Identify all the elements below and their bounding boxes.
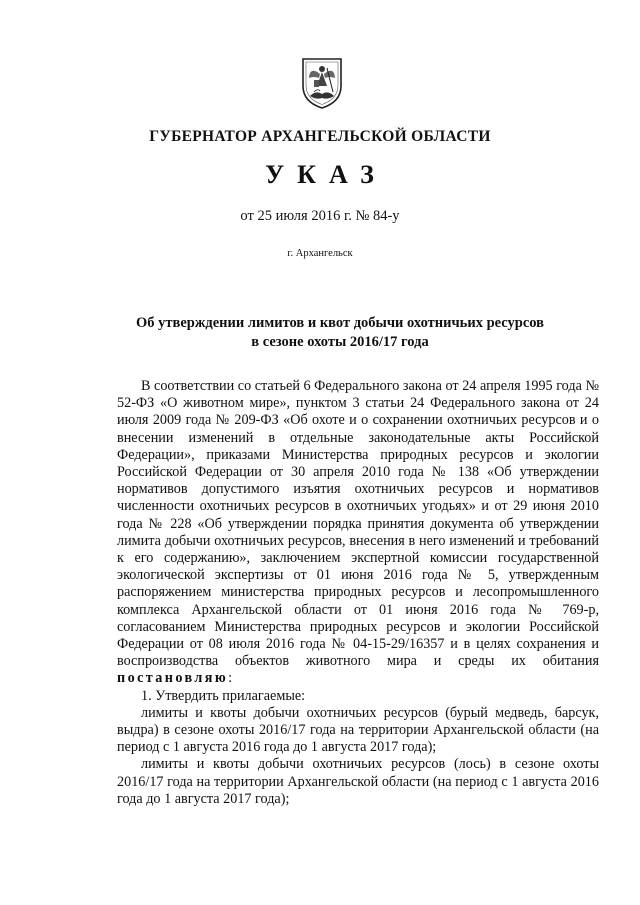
preamble-text: В соответствии со статьей 6 Федерального закона от 24 апреля 1995 года № 52-ФЗ «О животном мире», пунктом 3 статьи 24 Федерального закона от 24 июля 2009 года № 209-ФЗ «Об охоте и о сохранении охотничьих ресурсов и о внесении изменений в отдельные законодательные акты Российской Федерации», приказами Министерства природных ресурсов и экологии Российской Федерации от 30 апреля 2010 года № 138 «Об утверждении нормативов допустимого изъятия охотничьих ресурсов и нормативов численности охотничьих ресурсов в охотничьих угодьях» и от 29 июня 2010 года № 228 «Об утверждении порядка принятия документа об утверждении лимита добычи охотничьих ресурсов, внесения в него изменений и требований к его содержанию», заключением экспертной комиссии государственной экологической экспертизы от 01 июня 2016 года № 5, утвержденным распоряжением министерства природных ресурсов и лесопромышленного комплекса Архангельской области от 01 июня 2016 года № 769-р, согласованием Министерства природных ресурсов и экологии Российской Федерации от 08 июля 2016 года № 04-15-29/16357 и в целях сохранения и воспроизводства объектов животного мира и среды их обитания xyxy=(117,378,599,670)
decree-suffix: : xyxy=(228,670,233,687)
coat-of-arms-icon xyxy=(300,56,344,110)
document-type: УКАЗ xyxy=(265,160,387,189)
item-1: 1. Утвердить прилагаемые: xyxy=(141,687,306,704)
document-title-line-1: Об утверждении лимитов и квот добычи охотничьих ресурсов xyxy=(136,315,544,331)
document-date-number: от 25 июля 2016 г. № 84-у xyxy=(240,208,400,224)
document-title-line-2: в сезоне охоты 2016/17 года xyxy=(251,334,429,350)
document-city: г. Архангельск xyxy=(287,248,353,259)
decree-word: постановляю xyxy=(117,670,229,687)
preamble-paragraph xyxy=(117,378,599,688)
item-1-a: лимиты и квоты добычи охотничьих ресурсов (бурый медведь, барсук, выдра) в сезоне охоты 2016/17 года на территории Архангельской области (на период с 1 августа 2016 года до 1 августа 2017 года); xyxy=(117,704,599,756)
document-body xyxy=(117,378,599,808)
item-1-b: лимиты и квоты добычи охотничьих ресурсов (лось) в сезоне охоты 2016/17 года на территории Архангельской области (на период с 1 августа 2016 года до 1 августа 2017 года); xyxy=(117,756,599,807)
document-title xyxy=(0,314,640,352)
authority-name: ГУБЕРНАТОР АРХАНГЕЛЬСКОЙ ОБЛАСТИ xyxy=(149,128,491,145)
